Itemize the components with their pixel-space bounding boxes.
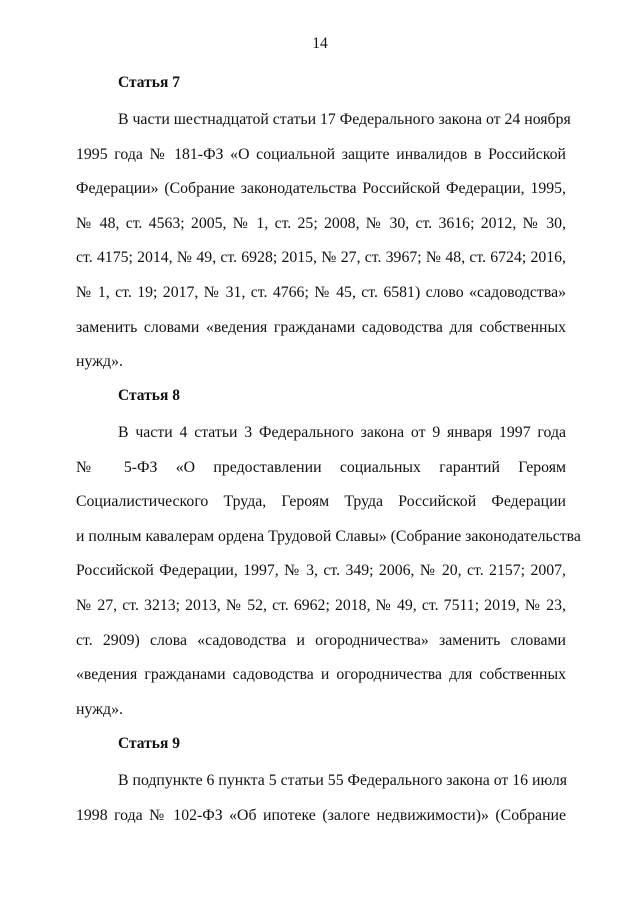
text-line: В части 4 статьи 3 Федерального закона от 9 января 1997 года xyxy=(118,424,566,441)
page-number: 14 xyxy=(312,35,328,52)
text-line: заменить словами «ведения гражданами садоводства для собственных xyxy=(76,318,566,336)
text-line: В части шестнадцатой статьи 17 Федерального закона от 24 ноября xyxy=(118,111,571,128)
text-line: № 27, ст. 3213; 2013, № 52, ст. 6962; 2018, № 49, ст. 7511; 2019, № 23, xyxy=(76,596,566,614)
text-line: № 1, ст. 19; 2017, № 31, ст. 4766; № 45, ст. 6581) слово «садоводства» xyxy=(76,283,566,301)
text-line: Социалистического Труда, Героям Труда Российской Федерации xyxy=(76,493,566,511)
text-line: 1995 года № 181-ФЗ «О социальной защите инвалидов в Российской xyxy=(76,145,566,163)
text-line: № 5-ФЗ «О предоставлении социальных гарантий Героям xyxy=(76,458,566,476)
text-line: 1998 года № 102-ФЗ «Об ипотеке (залоге недвижимости)» (Собрание xyxy=(76,806,566,824)
article-7-title: Статья 7 xyxy=(118,74,180,91)
article-8-text xyxy=(76,416,581,727)
text-line: «ведения гражданами садоводства и огородничества для собственных xyxy=(76,666,566,684)
text-line: и полным кавалерам ордена Трудовой Славы» (Собрание законодательства xyxy=(76,527,581,545)
text-line: № 48, ст. 4563; 2005, № 1, ст. 25; 2008, № 30, ст. 3616; 2012, № 30, xyxy=(76,214,566,232)
text-line: Российской Федерации, 1997, № 3, ст. 349; 2006, № 20, ст. 2157; 2007, xyxy=(76,562,566,580)
text-line: В подпункте 6 пункта 5 статьи 55 Федерального закона от 16 июля xyxy=(118,772,568,789)
text-line: ст. 4175; 2014, № 49, ст. 6928; 2015, № 27, ст. 3967; № 48, ст. 6724; 2016, xyxy=(76,249,566,267)
text-line: нужд». xyxy=(76,700,123,718)
article-7-text xyxy=(76,103,571,380)
text-line: ст. 2909) слова «садоводства и огородничества» заменить словами xyxy=(76,631,566,649)
text-line: Федерации» (Собрание законодательства Российской Федерации, 1995, xyxy=(76,180,566,198)
article-9-title: Статья 9 xyxy=(118,735,180,752)
text-line: нужд». xyxy=(76,353,123,371)
article-8-title: Статья 8 xyxy=(118,387,180,404)
article-9-text xyxy=(76,764,566,833)
